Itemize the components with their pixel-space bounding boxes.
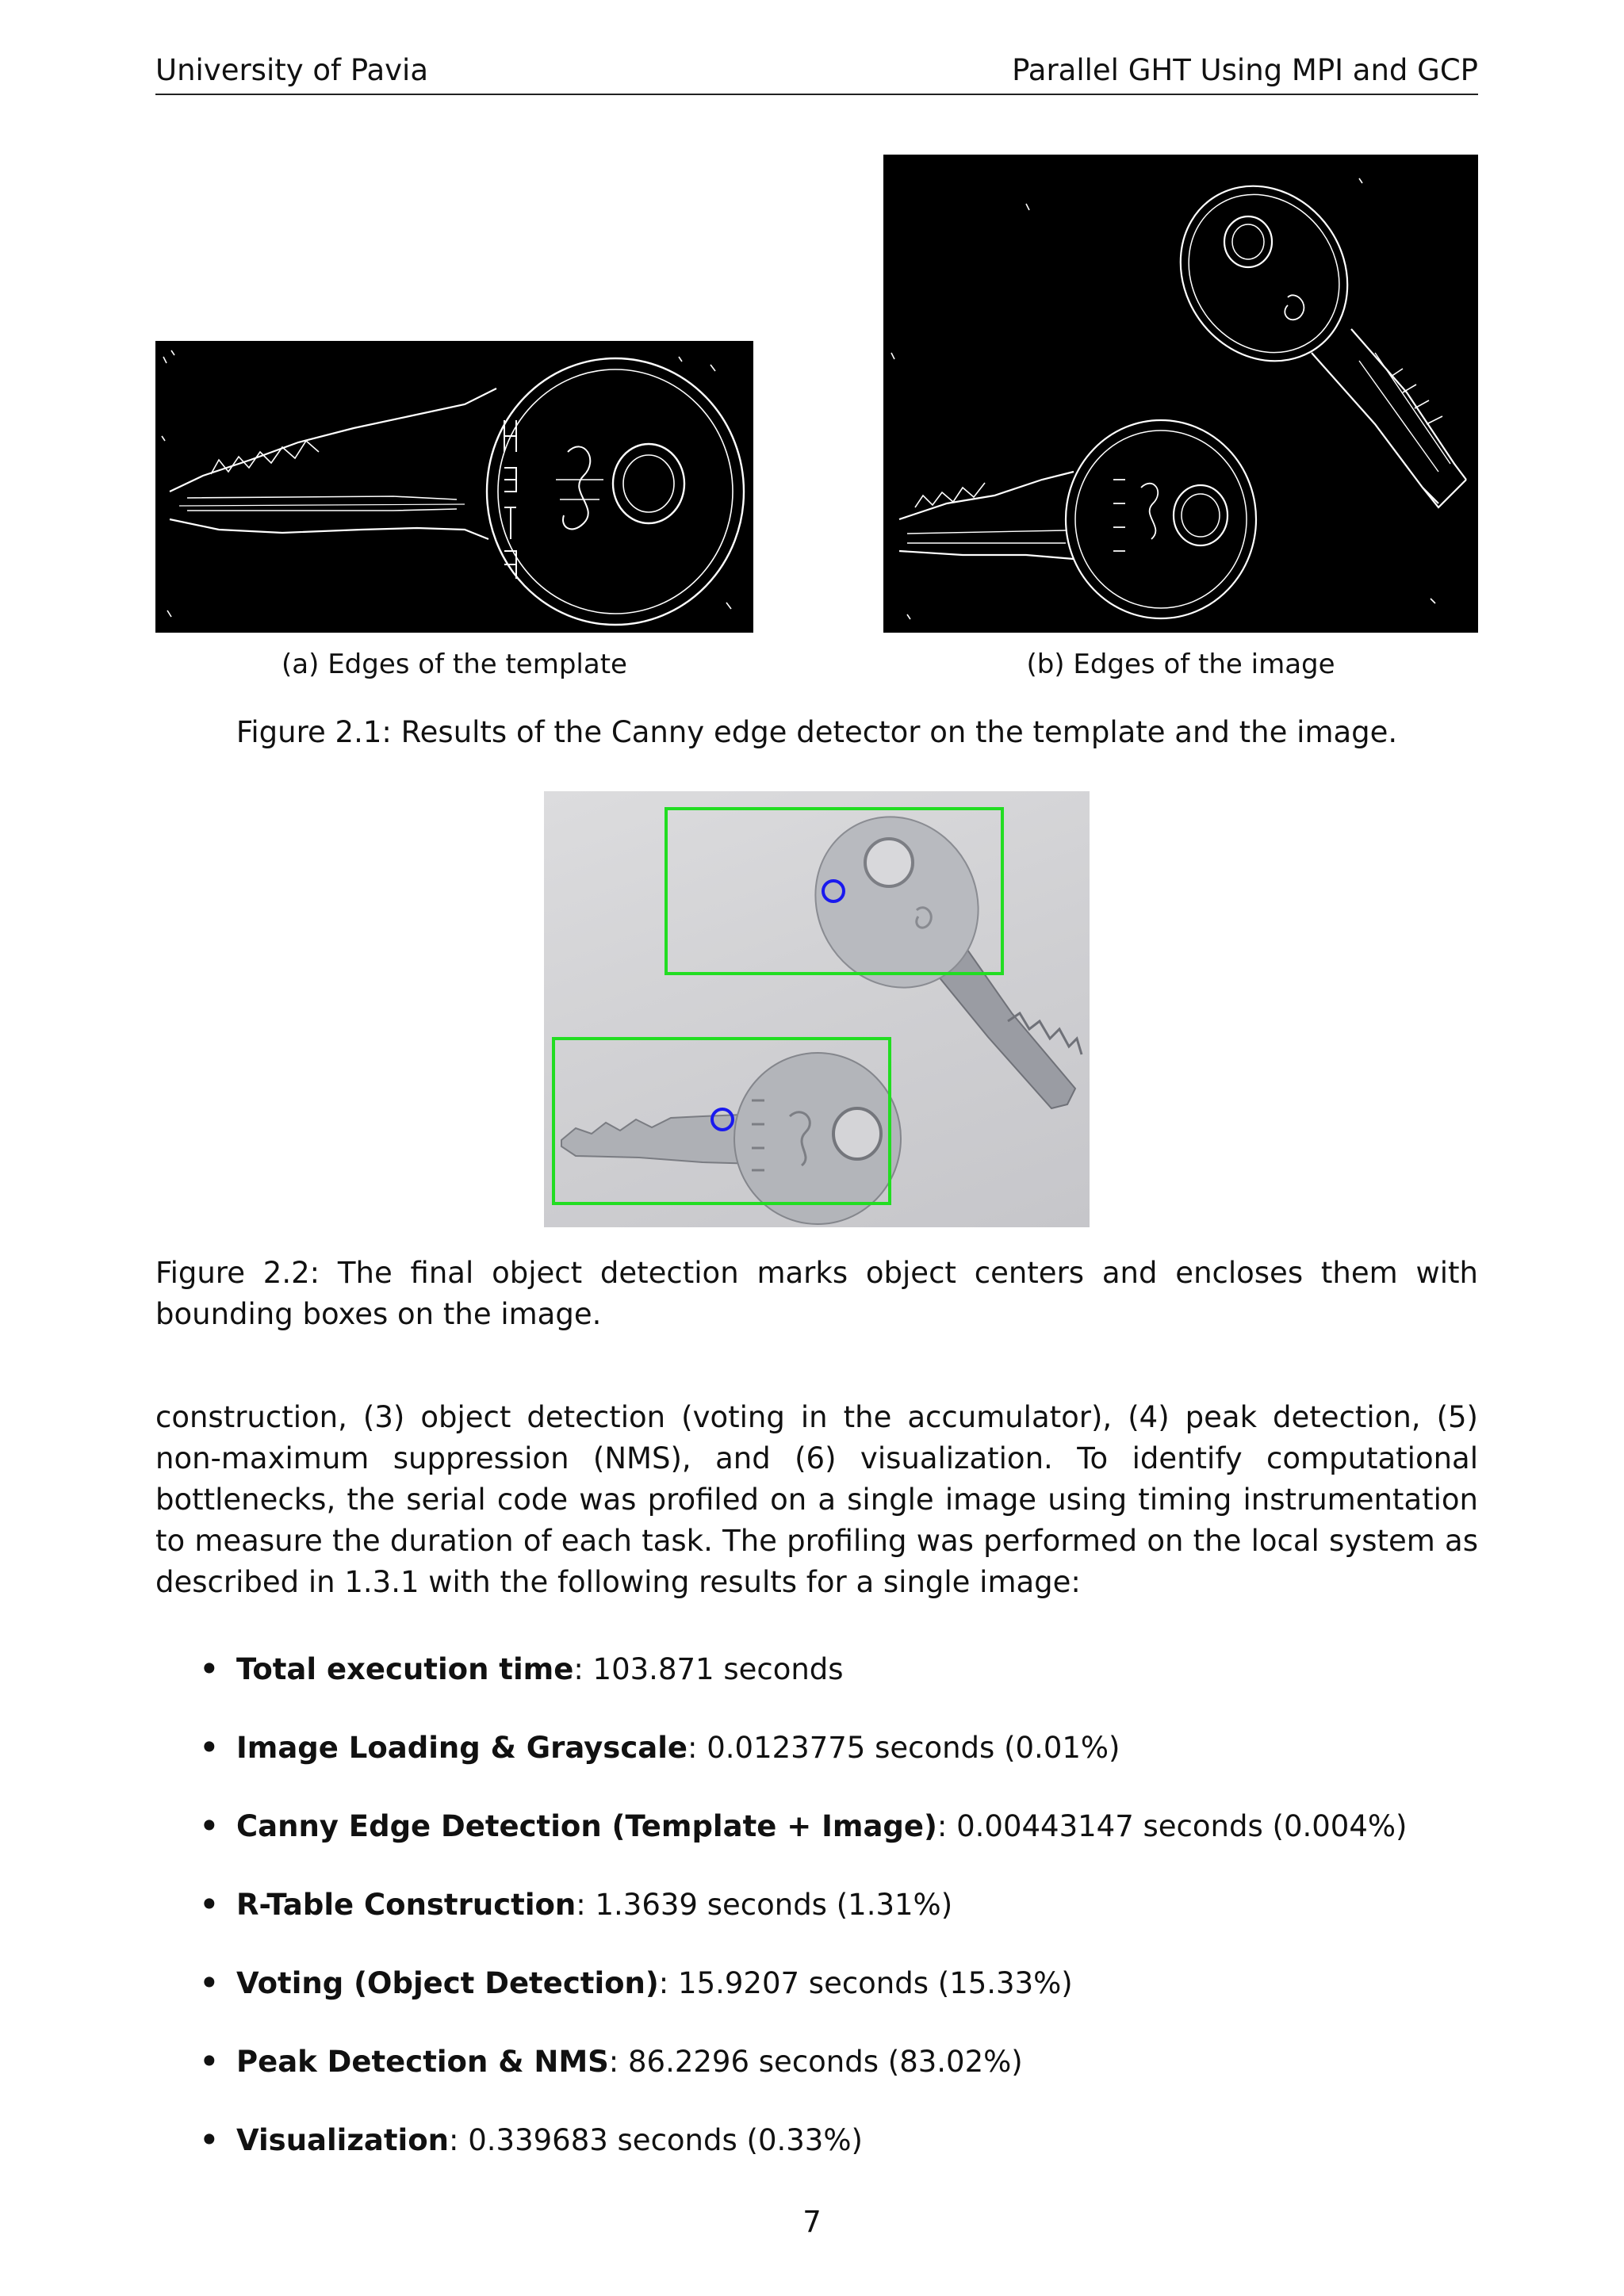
- result-term: Image Loading & Grayscale: [236, 1731, 688, 1765]
- result-value: : 0.0123775 seconds (0.01%): [688, 1731, 1120, 1765]
- result-value: : 86.2296 seconds (83.02%): [608, 2045, 1023, 2079]
- subfigure-b-caption: (b) Edges of the image: [1026, 649, 1335, 680]
- result-term: Visualization: [236, 2123, 449, 2157]
- figure-2-1-caption: Figure 2.1: Results of the Canny edge detector on the template and the image.: [236, 715, 1398, 749]
- result-value: : 0.339683 seconds (0.33%): [449, 2123, 863, 2157]
- page-number: 7: [802, 2205, 822, 2239]
- result-term: Voting (Object Detection): [236, 1966, 659, 2000]
- result-value: : 103.871 seconds: [573, 1652, 844, 1686]
- bullet: •: [200, 1652, 219, 1686]
- bullet: •: [200, 1731, 219, 1765]
- result-term: Total execution time: [236, 1652, 574, 1686]
- running-header-left: University of Pavia: [155, 53, 429, 87]
- figure-2-2-caption: Figure 2.2: The final object detection marks object centers and encloses them with bounding boxes on the image.: [155, 1256, 1478, 1331]
- image-edges-image: [883, 155, 1478, 633]
- subfigure-a-caption: (a) Edges of the template: [282, 649, 627, 680]
- bullet: •: [200, 2123, 219, 2157]
- body-paragraph: construction, (3) object detection (voting in the accumulator), (4) peak detection, (5) non-maximum suppression (NMS), and (6) visualization. To identify computational bottlenecks, the serial code was profiled on a single image using timing instrumentation to measure the duration of each task. The profiling was performed on the local system as described in 1.3.1 with the following results for a single image:: [155, 1400, 1478, 1599]
- bullet: •: [200, 1809, 219, 1843]
- result-term: R-Table Construction: [236, 1888, 576, 1922]
- running-header-right: Parallel GHT Using MPI and GCP: [1012, 53, 1478, 87]
- header-rule: [155, 94, 1478, 95]
- result-value: : 15.9207 seconds (15.33%): [658, 1966, 1073, 2000]
- result-value: : 0.00443147 seconds (0.004%): [936, 1809, 1408, 1843]
- bullet: •: [200, 1966, 219, 2000]
- result-term: Canny Edge Detection (Template + Image): [236, 1809, 937, 1843]
- detection-result-photo: [544, 791, 1090, 1227]
- template-edges-image: [155, 341, 753, 633]
- result-term: Peak Detection & NMS: [236, 2045, 609, 2079]
- bullet: •: [200, 2045, 219, 2079]
- bullet: •: [200, 1888, 219, 1922]
- result-value: : 1.3639 seconds (1.31%): [576, 1888, 953, 1922]
